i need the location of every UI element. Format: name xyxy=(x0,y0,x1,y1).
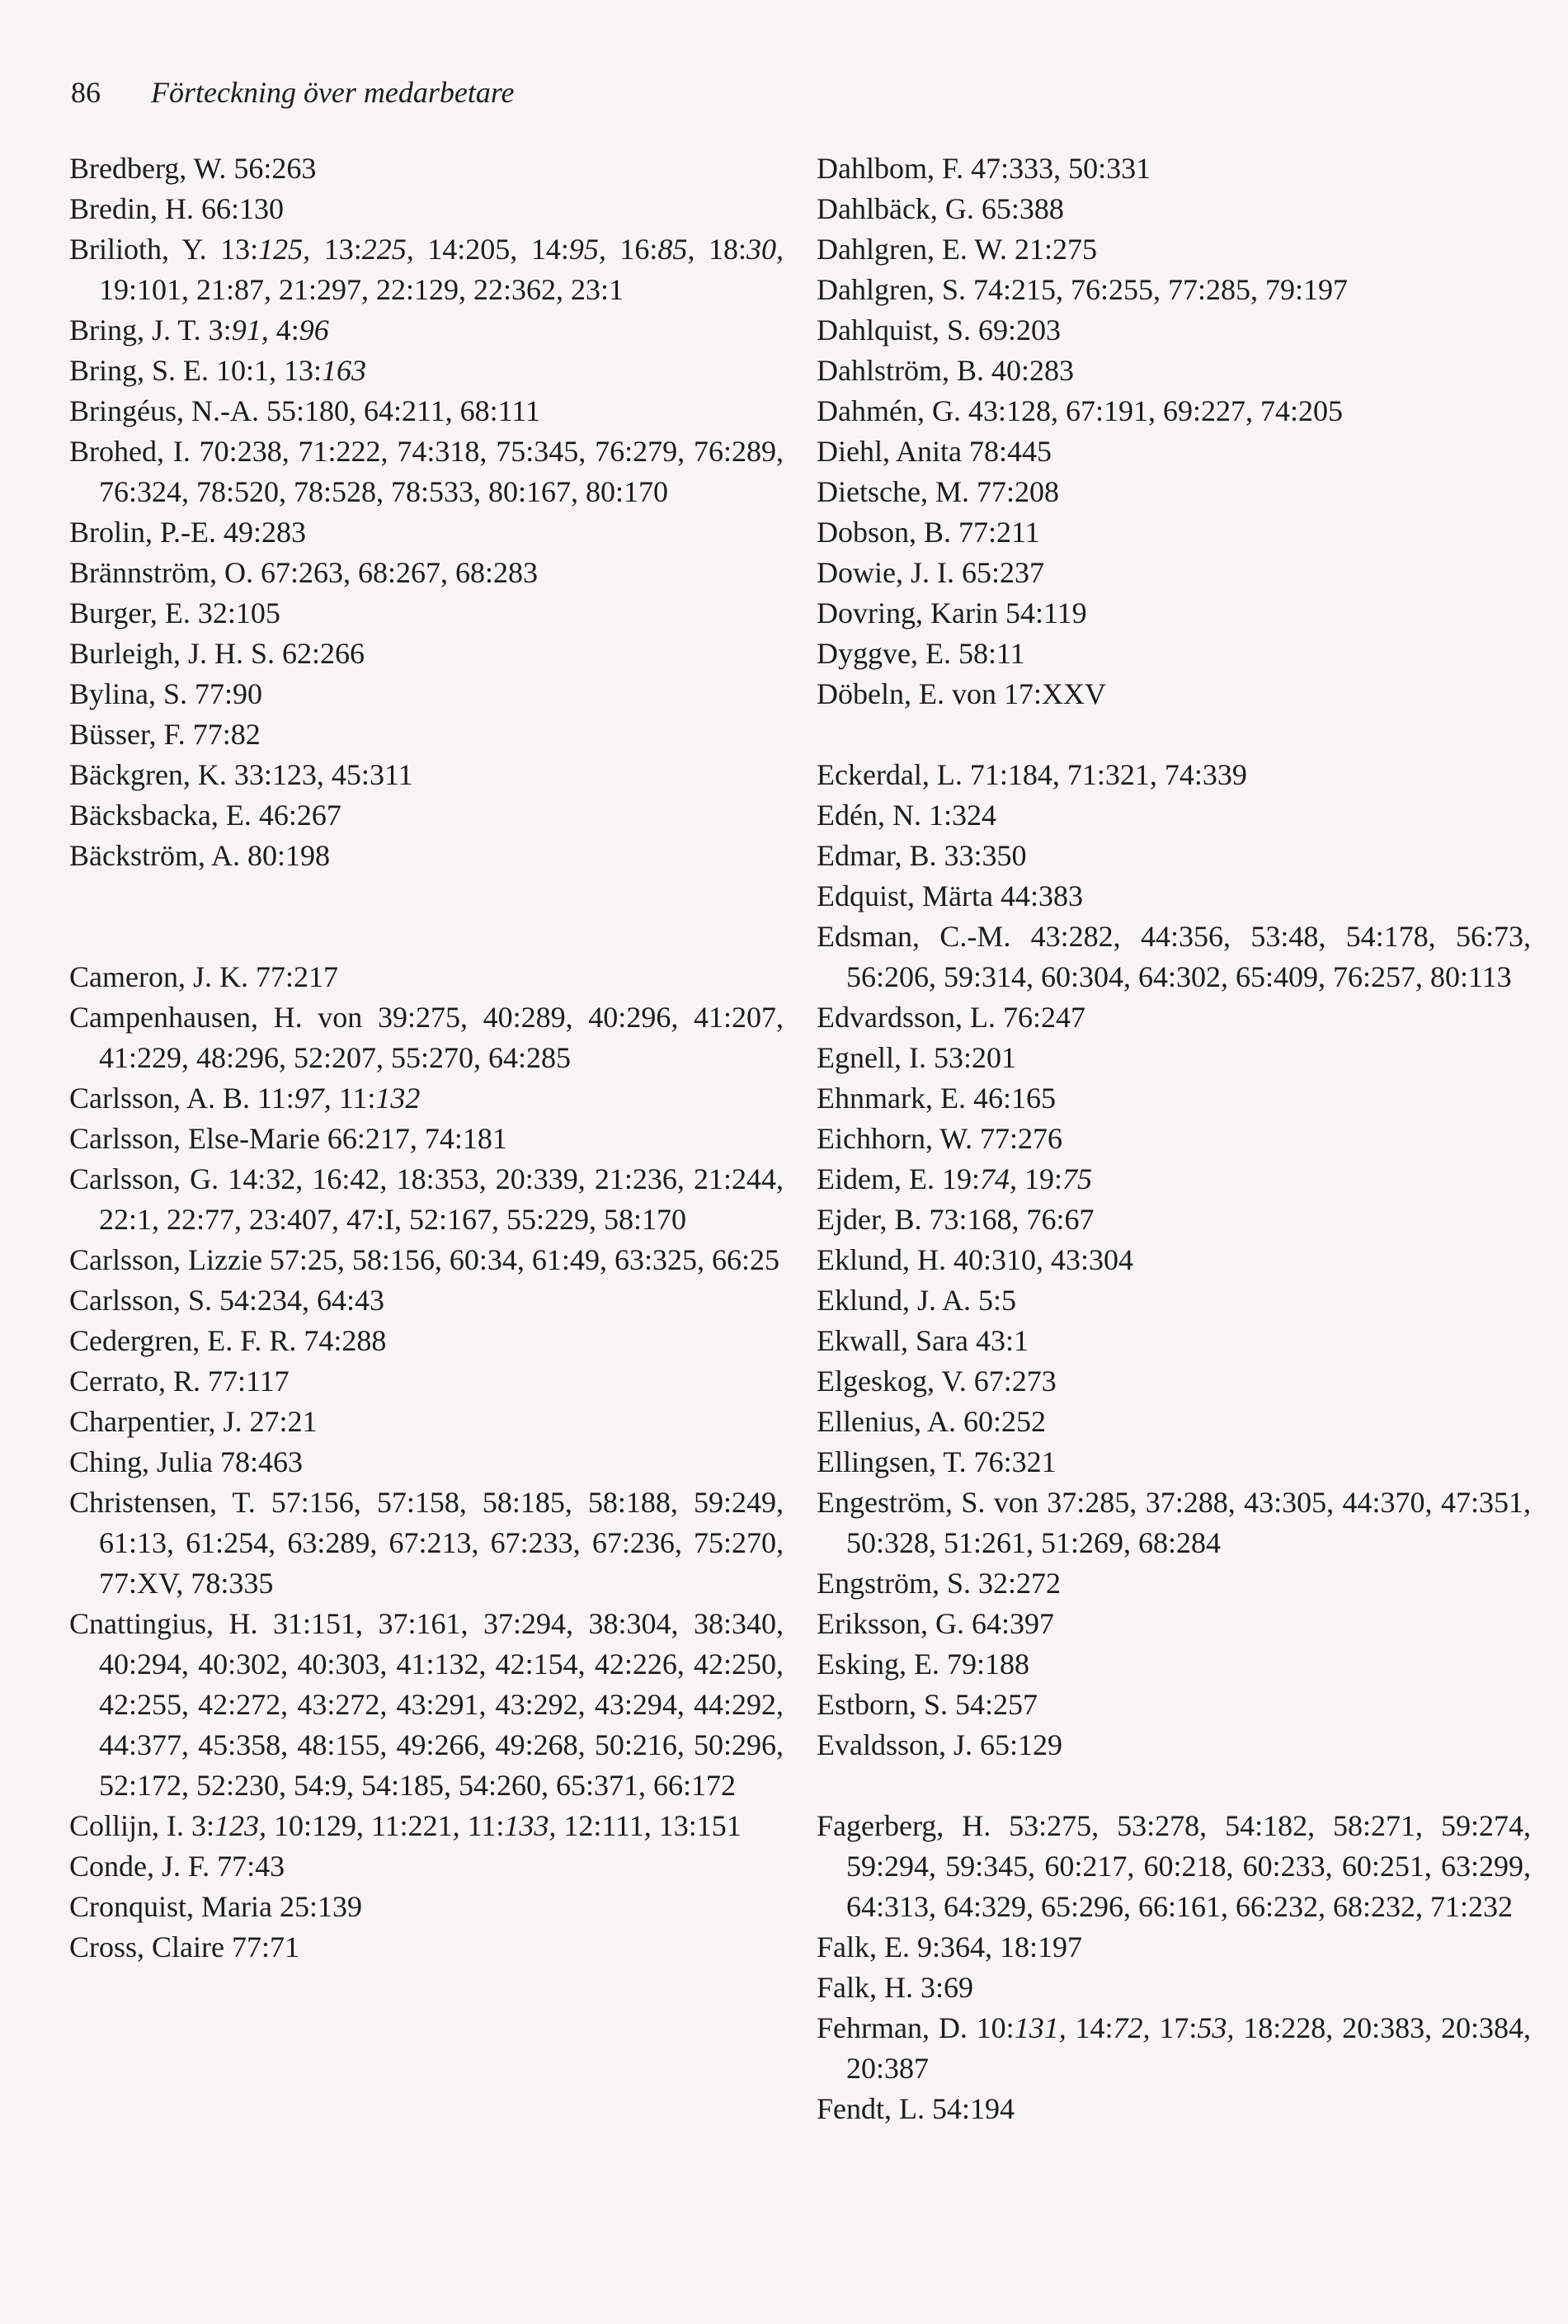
entry-text: Falk, H. 3:69 xyxy=(817,1971,974,2004)
entry-text: Diehl, Anita 78:445 xyxy=(817,435,1052,468)
index-entry xyxy=(69,795,784,836)
entry-text: Cross, Claire 77:71 xyxy=(69,1930,299,1963)
index-entry xyxy=(817,1240,1531,1280)
index-entry xyxy=(817,270,1531,310)
entry-text: Eriksson, G. 64:397 xyxy=(817,1607,1054,1640)
index-entry xyxy=(69,997,784,1078)
index-entry xyxy=(69,189,784,229)
index-entry xyxy=(69,1927,784,1968)
entry-text: Dahlbom, F. 47:333, 50:331 xyxy=(817,152,1151,185)
running-title: Förteckning över medarbetare xyxy=(151,76,515,109)
index-entry xyxy=(69,1887,784,1927)
italic-reference: 85, xyxy=(657,233,695,266)
entry-text: Eichhorn, W. 77:276 xyxy=(817,1122,1062,1155)
entry-text: Elgeskog, V. 67:273 xyxy=(817,1365,1057,1398)
index-entry xyxy=(69,1402,784,1442)
entry-text: Cronquist, Maria 25:139 xyxy=(69,1890,362,1923)
index-entry xyxy=(817,1644,1531,1685)
entry-text: Dovring, Karin 54:119 xyxy=(817,596,1087,629)
entry-text: 18:228, 20:383, 20:384, 20:387 xyxy=(846,2011,1531,2085)
entry-text: Engeström, S. von 37:285, 37:288, 43:305, 44:370, 47:351, 50:328, 51:261, 51:269, 68:284 xyxy=(817,1486,1531,1559)
index-entry xyxy=(817,512,1531,553)
index-entry xyxy=(817,755,1531,795)
index-entry xyxy=(817,1725,1531,1765)
index-entry xyxy=(69,836,784,876)
entry-text: Ellingsen, T. 76:321 xyxy=(817,1445,1057,1478)
index-entry xyxy=(817,1159,1531,1200)
index-entry xyxy=(817,351,1531,391)
italic-reference: 53, xyxy=(1197,2011,1235,2044)
index-entry xyxy=(817,1442,1531,1483)
entry-text: Brolin, P.-E. 49:283 xyxy=(69,516,307,549)
entry-text: Edquist, Märta 44:383 xyxy=(817,879,1083,912)
index-entry xyxy=(69,1483,784,1604)
entry-text: 10:129, 11:221, 11: xyxy=(266,1809,505,1842)
italic-reference: 97, xyxy=(294,1082,332,1115)
index-entry xyxy=(817,1483,1531,1563)
index-entry xyxy=(817,1321,1531,1361)
entry-text: Collijn, I. 3: xyxy=(69,1809,215,1842)
index-entry xyxy=(817,431,1531,472)
entry-text: 19: xyxy=(1016,1162,1062,1195)
entry-text: Brilioth, Y. 13: xyxy=(69,233,259,266)
entry-text: Fehrman, D. 10: xyxy=(817,2011,1015,2044)
index-entry xyxy=(817,836,1531,876)
entry-text: 11: xyxy=(331,1082,376,1115)
entry-text: 17: xyxy=(1150,2011,1198,2044)
index-entry xyxy=(69,1240,784,1280)
entry-text: Edsman, C.-M. 43:282, 44:356, 53:48, 54:178, 56:73, 56:206, 59:314, 60:304, 64:302, 65:409, 76:257, 80:113 xyxy=(817,920,1531,993)
index-entry xyxy=(69,351,784,391)
entry-text: Dowie, J. I. 65:237 xyxy=(817,556,1044,589)
index-entry xyxy=(69,1280,784,1321)
entry-text: Estborn, S. 54:257 xyxy=(817,1688,1038,1721)
entry-text: Eklund, J. A. 5:5 xyxy=(817,1284,1017,1317)
entry-text: Burleigh, J. H. S. 62:266 xyxy=(69,637,365,670)
entry-text: Cnattingius, H. 31:151, 37:161, 37:294, 38:304, 38:340, 40:294, 40:302, 40:303, 41:132, 42:154, 42:226, 42:250, 42:255, 42:272, 43:272, 43:291, 43:292, 43:294, 44:292, 44:377, 45:358, 48:155, 49:266, 49:268, 50:216, 50:296, 52:172, 52:230, 54:9, 54:185, 54:260, 65:371, 66:172 xyxy=(69,1607,784,1802)
entry-text: Evaldsson, J. 65:129 xyxy=(817,1728,1063,1761)
entry-text: Ekwall, Sara 43:1 xyxy=(817,1324,1029,1357)
index-entry xyxy=(817,795,1531,836)
index-entry xyxy=(817,1119,1531,1159)
index-entry xyxy=(817,1280,1531,1321)
entry-text: Esking, E. 79:188 xyxy=(817,1648,1029,1681)
index-entry xyxy=(817,997,1531,1038)
index-entry xyxy=(69,674,784,714)
index-entry xyxy=(69,1806,784,1846)
entry-text: Campenhausen, H. von 39:275, 40:289, 40:296, 41:207, 41:229, 48:296, 52:207, 55:270, 64:285 xyxy=(69,1001,784,1074)
index-entry xyxy=(817,1927,1531,1968)
entry-text: Carlsson, G. 14:32, 16:42, 18:353, 20:339, 21:236, 21:244, 22:1, 22:77, 23:407, 47:I, 52:167, 55:229, 58:170 xyxy=(69,1162,784,1236)
running-header xyxy=(71,74,515,111)
index-entry xyxy=(69,1321,784,1361)
italic-reference: 132 xyxy=(375,1082,421,1115)
index-entry xyxy=(69,1159,784,1240)
entry-text: Dahlbäck, G. 65:388 xyxy=(817,192,1064,225)
index-entry xyxy=(69,755,784,795)
entry-text: Cameron, J. K. 77:217 xyxy=(69,960,338,993)
italic-reference: 125, xyxy=(258,233,311,266)
index-entry xyxy=(69,1604,784,1806)
index-entry xyxy=(817,1361,1531,1402)
entry-text: Carlsson, S. 54:234, 64:43 xyxy=(69,1284,385,1317)
entry-text: 4: xyxy=(268,313,299,346)
entry-text: Edmar, B. 33:350 xyxy=(817,839,1027,872)
entry-text: Carlsson, Lizzie 57:25, 58:156, 60:34, 61:49, 63:325, 66:25 xyxy=(69,1243,779,1276)
section-gap xyxy=(817,714,1531,755)
index-entry xyxy=(69,1078,784,1119)
index-entry xyxy=(817,674,1531,714)
entry-text: Egnell, I. 53:201 xyxy=(817,1041,1016,1074)
entry-text: Bäckgren, K. 33:123, 45:311 xyxy=(69,758,413,791)
section-gap xyxy=(817,1765,1531,1806)
index-entry xyxy=(817,1604,1531,1644)
entry-text: Dahlgren, E. W. 21:275 xyxy=(817,233,1097,266)
entry-text: Engström, S. 32:272 xyxy=(817,1567,1062,1600)
entry-text: 14: xyxy=(1066,2011,1114,2044)
entry-text: Bylina, S. 77:90 xyxy=(69,677,263,710)
index-entry xyxy=(69,1361,784,1402)
entry-text: Charpentier, J. 27:21 xyxy=(69,1405,318,1438)
entry-text: Dahmén, G. 43:128, 67:191, 69:227, 74:205 xyxy=(817,394,1343,427)
entry-text: Burger, E. 32:105 xyxy=(69,596,280,629)
index-entry xyxy=(69,634,784,674)
index-entry xyxy=(817,634,1531,674)
index-entry xyxy=(817,1968,1531,2008)
entry-text: 18: xyxy=(695,233,746,266)
entry-text: Cedergren, E. F. R. 74:288 xyxy=(69,1324,387,1357)
index-entry xyxy=(817,593,1531,634)
index-entry xyxy=(69,1119,784,1159)
index-entry xyxy=(69,431,784,512)
index-entry xyxy=(69,1442,784,1483)
index-entry xyxy=(69,310,784,351)
right-column xyxy=(817,148,1531,2129)
page-number: 86 xyxy=(71,76,101,109)
section-gap xyxy=(69,876,784,957)
index-entry xyxy=(817,1038,1531,1078)
index-entry xyxy=(817,1078,1531,1119)
italic-reference: 96 xyxy=(299,313,329,346)
entry-text: 16: xyxy=(605,233,658,266)
italic-reference: 163 xyxy=(322,354,367,387)
index-entry xyxy=(69,593,784,634)
index-entry xyxy=(817,1563,1531,1604)
index-entry xyxy=(817,472,1531,512)
entry-text: 12:111, 13:151 xyxy=(556,1809,742,1842)
entry-text: Bredberg, W. 56:263 xyxy=(69,152,317,185)
entry-text: Bring, J. T. 3: xyxy=(69,313,232,346)
entry-text: Bring, S. E. 10:1, 13: xyxy=(69,354,323,387)
entry-text: Fagerberg, H. 53:275, 53:278, 54:182, 58:271, 59:274, 59:294, 59:345, 60:217, 60:218, 60:233, 60:251, 63:299, 64:313, 64:329, 65:296, 66:161, 66:232, 68:232, 71:232 xyxy=(817,1809,1531,1923)
entry-text: 13: xyxy=(310,233,362,266)
entry-text: Ellenius, A. 60:252 xyxy=(817,1405,1046,1438)
index-entry xyxy=(69,391,784,431)
entry-text: Ejder, B. 73:168, 76:67 xyxy=(817,1203,1095,1236)
entry-text: 14:205, 14: xyxy=(413,233,569,266)
index-entry xyxy=(817,310,1531,351)
entry-text: Dyggve, E. 58:11 xyxy=(817,637,1025,670)
entry-text: Brohed, I. 70:238, 71:222, 74:318, 75:345, 76:279, 76:289, 76:324, 78:520, 78:528, 78:533, 80:167, 80:170 xyxy=(69,435,784,508)
index-entry xyxy=(817,2089,1531,2129)
italic-reference: 123, xyxy=(214,1809,267,1842)
entry-text: Dobson, B. 77:211 xyxy=(817,516,1040,549)
index-entry xyxy=(817,1402,1531,1442)
index-entry xyxy=(817,917,1531,997)
entry-text: Döbeln, E. von 17:XXV xyxy=(817,677,1106,710)
entry-text: Ehnmark, E. 46:165 xyxy=(817,1082,1056,1115)
index-entry xyxy=(817,2008,1531,2089)
italic-reference: 131, xyxy=(1014,2011,1067,2044)
index-entry xyxy=(69,148,784,189)
index-entry xyxy=(817,1200,1531,1240)
italic-reference: 91, xyxy=(231,313,269,346)
entry-text: Eklund, H. 40:310, 43:304 xyxy=(817,1243,1133,1276)
index-entry xyxy=(69,1846,784,1887)
index-entry xyxy=(69,957,784,997)
index-entry xyxy=(817,189,1531,229)
entry-text: Bäcksbacka, E. 46:267 xyxy=(69,799,341,832)
entry-text: Carlsson, A. B. 11: xyxy=(69,1082,294,1115)
entry-text: Bäckström, A. 80:198 xyxy=(69,839,330,872)
index-entry xyxy=(69,714,784,755)
entry-text: Edvardsson, L. 76:247 xyxy=(817,1001,1085,1034)
index-entry xyxy=(69,553,784,593)
entry-text: Christensen, T. 57:156, 57:158, 58:185, 58:188, 59:249, 61:13, 61:254, 63:289, 67:213, 67:233, 67:236, 75:270, 77:XV, 78:335 xyxy=(69,1486,784,1600)
entry-text: Brännström, O. 67:263, 68:267, 68:283 xyxy=(69,556,538,589)
italic-reference: 133, xyxy=(504,1809,557,1842)
entry-text: Büsser, F. 77:82 xyxy=(69,718,261,751)
index-entry xyxy=(817,229,1531,270)
entry-text: Dahlgren, S. 74:215, 76:255, 77:285, 79:197 xyxy=(817,273,1348,306)
index-entry xyxy=(817,148,1531,189)
index-entry xyxy=(817,1806,1531,1927)
italic-reference: 95, xyxy=(568,233,606,266)
index-entry xyxy=(817,553,1531,593)
index-entry xyxy=(69,229,784,310)
entry-text: Eckerdal, L. 71:184, 71:321, 74:339 xyxy=(817,758,1247,791)
entry-text: Falk, E. 9:364, 18:197 xyxy=(817,1930,1082,1963)
entry-text: Eidem, E. 19: xyxy=(817,1162,980,1195)
entry-text: 19:101, 21:87, 21:297, 22:129, 22:362, 23:1 xyxy=(99,273,624,306)
entry-text: Dietsche, M. 77:208 xyxy=(817,475,1059,508)
entry-text: Dahlström, B. 40:283 xyxy=(817,354,1074,387)
entry-text: Edén, N. 1:324 xyxy=(817,799,996,832)
entry-text: Cerrato, R. 77:117 xyxy=(69,1365,290,1398)
italic-reference: 225, xyxy=(361,233,414,266)
index-entry xyxy=(69,512,784,553)
entry-text: Bredin, H. 66:130 xyxy=(69,192,284,225)
index-entry xyxy=(817,391,1531,431)
entry-text: Bringéus, N.-A. 55:180, 64:211, 68:111 xyxy=(69,394,540,427)
entry-text: Ching, Julia 78:463 xyxy=(69,1445,304,1478)
entry-text: Conde, J. F. 77:43 xyxy=(69,1850,285,1883)
left-column xyxy=(69,148,784,1968)
index-entry xyxy=(817,876,1531,917)
entry-text: Fendt, L. 54:194 xyxy=(817,2092,1015,2125)
italic-reference: 30, xyxy=(746,233,784,266)
entry-text: Carlsson, Else-Marie 66:217, 74:181 xyxy=(69,1122,507,1155)
italic-reference: 74, xyxy=(979,1162,1017,1195)
italic-reference: 75 xyxy=(1062,1162,1092,1195)
index-entry xyxy=(817,1685,1531,1725)
italic-reference: 72, xyxy=(1113,2011,1151,2044)
entry-text: Dahlquist, S. 69:203 xyxy=(817,313,1062,346)
